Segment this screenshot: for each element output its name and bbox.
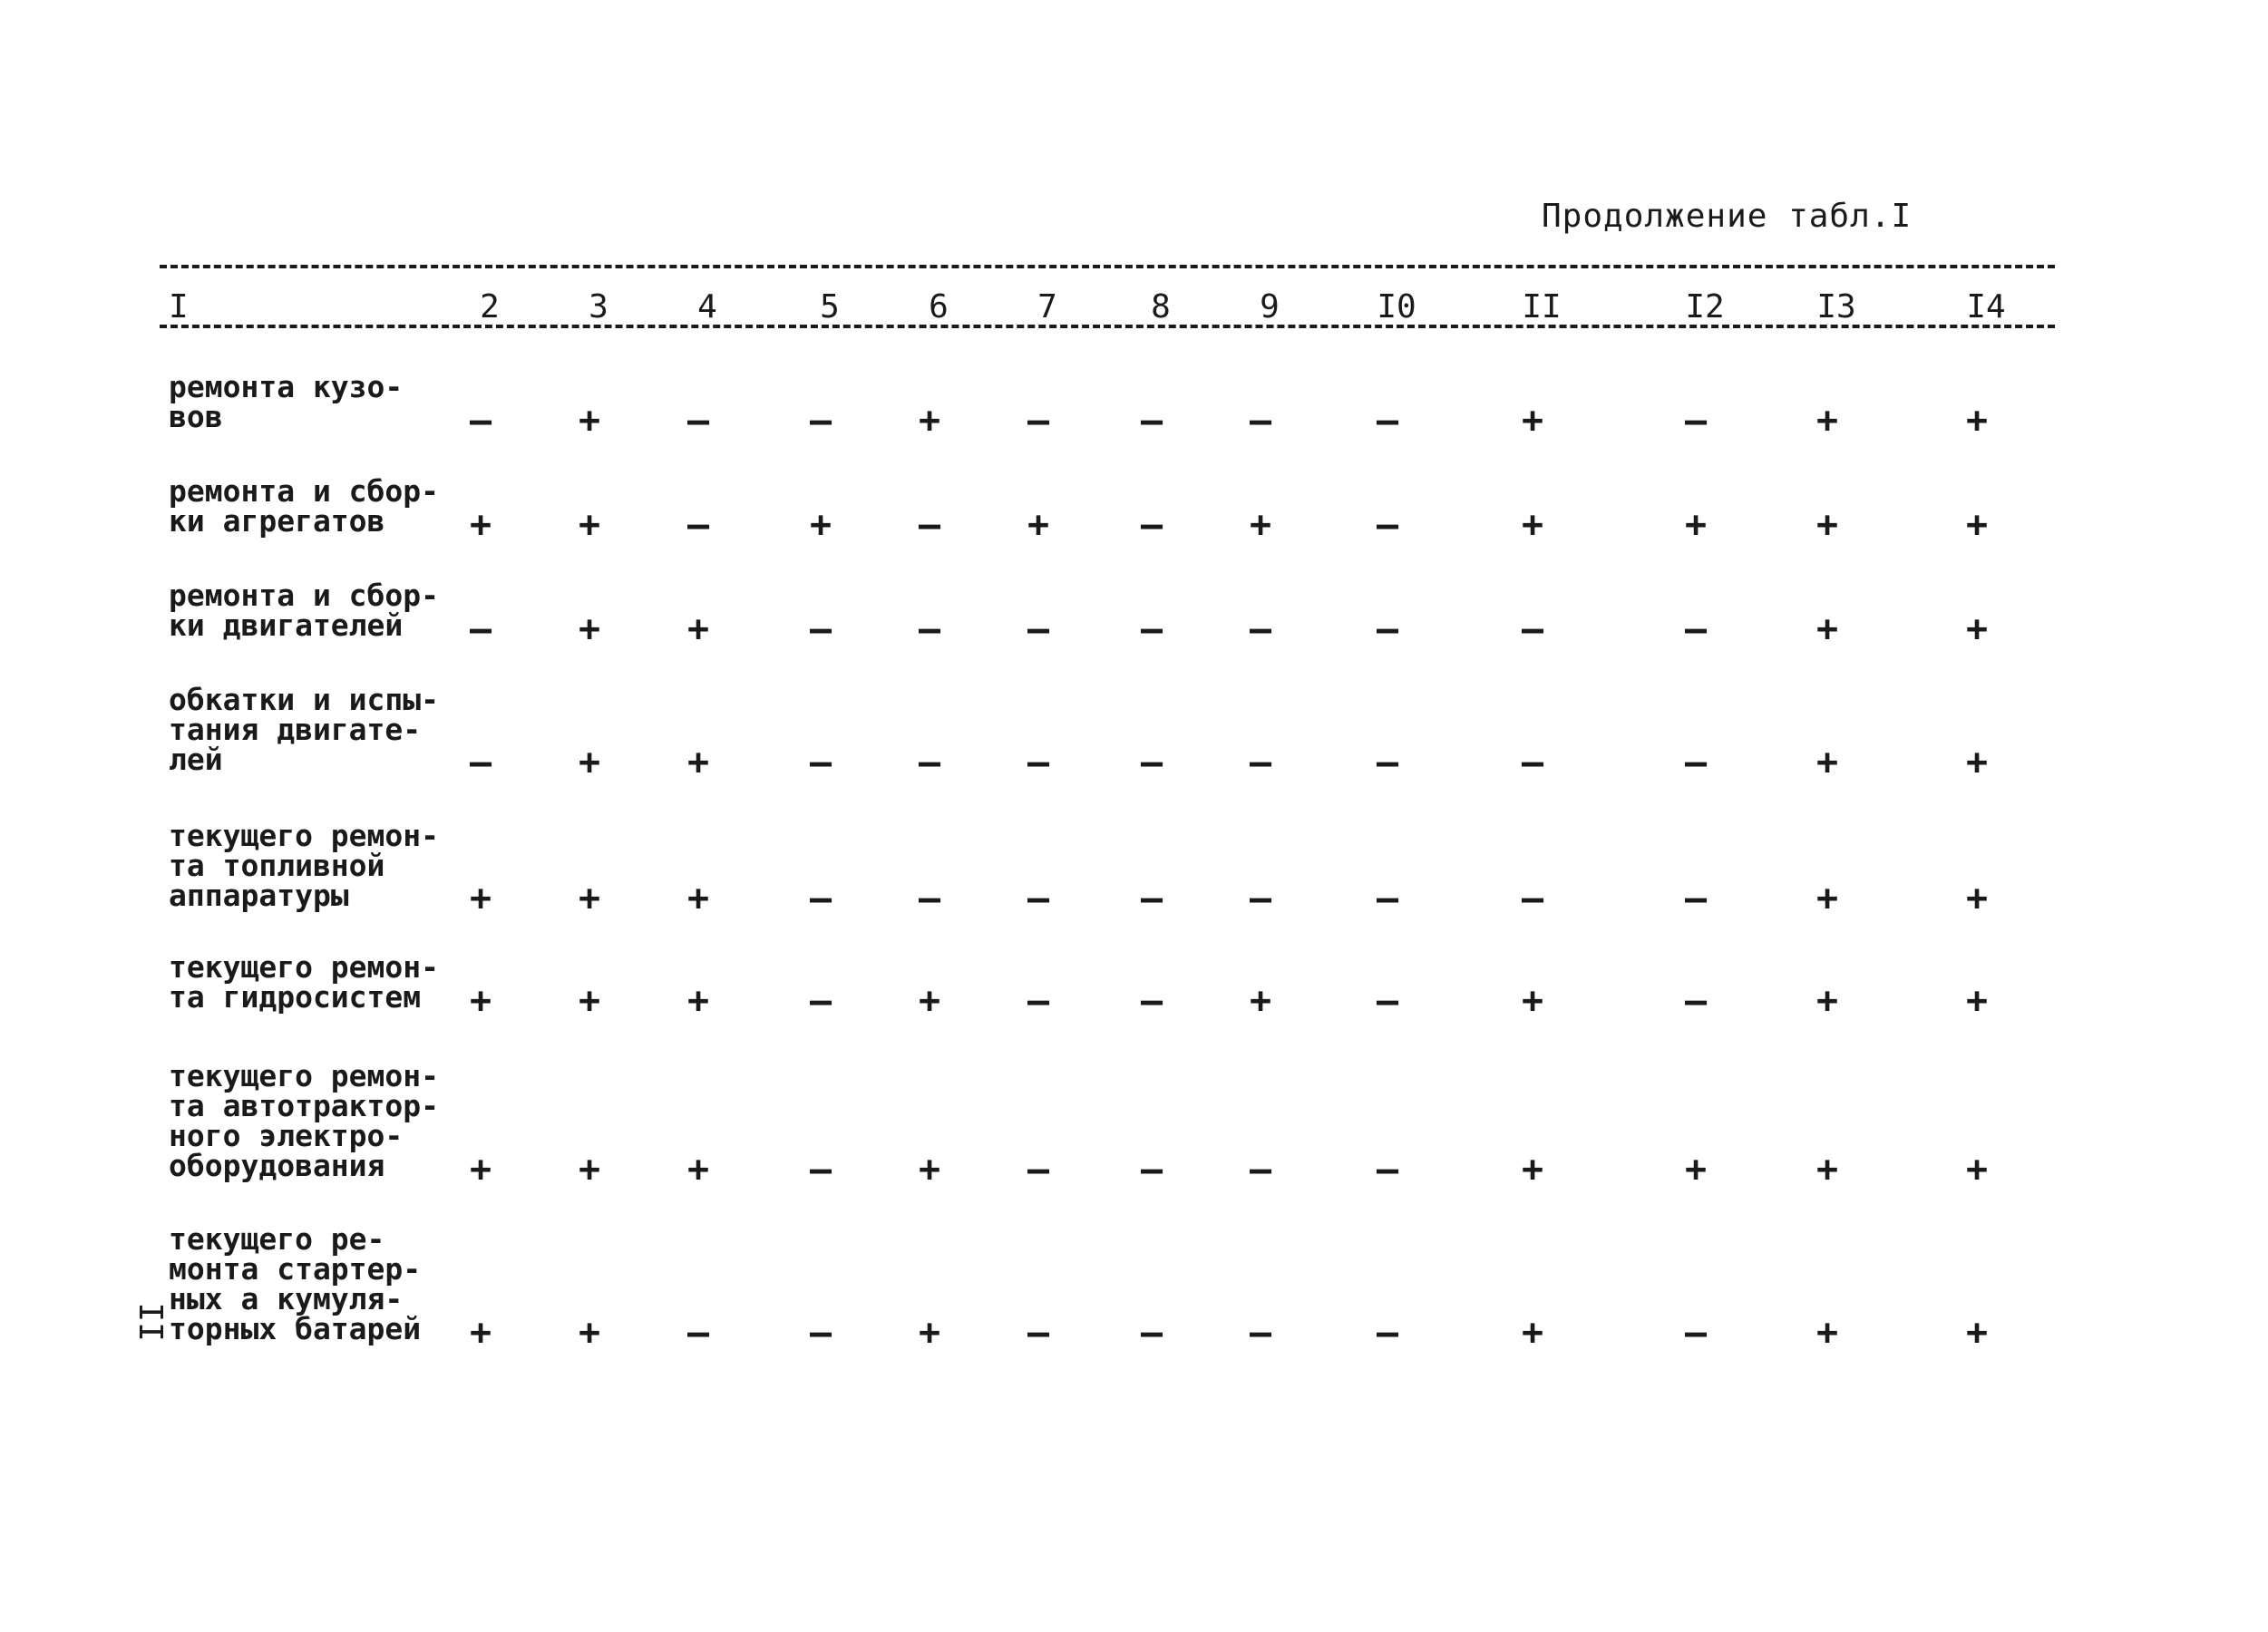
table-cell-mark: – (918, 608, 941, 650)
table-cell-mark: – (1140, 980, 1163, 1022)
table-cell-mark: + (686, 608, 710, 650)
column-header-8: 8 (1151, 288, 1171, 325)
column-header-9: 9 (1260, 288, 1280, 325)
table-cell-mark: + (469, 980, 492, 1022)
table-cell-mark: – (1027, 878, 1050, 919)
table-cell-mark: + (1965, 400, 1989, 442)
table-cell-mark: + (578, 878, 601, 919)
header-bottom-rule (160, 325, 2055, 328)
table-cell-mark: + (1684, 1149, 1708, 1190)
table-cell-mark: + (469, 1149, 492, 1190)
table-cell-mark: – (918, 504, 941, 546)
table-cell-mark: – (1249, 1312, 1272, 1354)
table-cell-mark: – (809, 980, 832, 1022)
column-header-1: I (169, 288, 189, 325)
column-header-13: I3 (1816, 288, 1856, 325)
table-cell-mark: – (809, 400, 832, 442)
column-header-5: 5 (820, 288, 840, 325)
column-header-10: I0 (1377, 288, 1416, 325)
table-cell-mark: – (1521, 742, 1544, 783)
table-cell-mark: – (469, 742, 492, 783)
table-cell-mark: + (1965, 608, 1989, 650)
table-cell-mark: + (1815, 400, 1839, 442)
table-cell-mark: – (1684, 608, 1708, 650)
table-cell-mark: – (1376, 400, 1399, 442)
table-cell-mark: – (686, 1312, 710, 1354)
table-cell-mark: + (578, 608, 601, 650)
row-label: текущего ре- монта стартер- ных а кумуля- торных батарей (169, 1221, 422, 1346)
table-caption: Продолжение табл.I (1542, 198, 1913, 235)
table-cell-mark: – (1376, 878, 1399, 919)
page-number: II (134, 1302, 171, 1342)
table-cell-mark: + (1521, 400, 1544, 442)
column-header-6: 6 (929, 288, 949, 325)
table-cell-mark: + (918, 1312, 941, 1354)
table-cell-mark: – (1376, 504, 1399, 546)
table-cell-mark: – (1249, 608, 1272, 650)
table-cell-mark: + (1521, 980, 1544, 1022)
table-cell-mark: + (809, 504, 832, 546)
table-cell-mark: + (1521, 1312, 1544, 1354)
column-header-14: I4 (1966, 288, 2006, 325)
table-cell-mark: + (578, 504, 601, 546)
table-cell-mark: – (469, 608, 492, 650)
table-cell-mark: – (1140, 400, 1163, 442)
table-cell-mark: – (686, 504, 710, 546)
table-cell-mark: – (809, 608, 832, 650)
table-cell-mark: – (809, 1312, 832, 1354)
row-label: ремонта и сбор- ки агрегатов (169, 473, 440, 539)
table-cell-mark: – (1684, 878, 1708, 919)
table-cell-mark: – (1376, 980, 1399, 1022)
table-cell-mark: – (1376, 608, 1399, 650)
table-cell-mark: + (686, 878, 710, 919)
table-cell-mark: + (1249, 980, 1272, 1022)
column-header-11: II (1522, 288, 1562, 325)
table-cell-mark: – (1249, 1149, 1272, 1190)
table-cell-mark: + (1815, 504, 1839, 546)
table-cell-mark: + (578, 1312, 601, 1354)
table-cell-mark: + (578, 400, 601, 442)
table-cell-mark: – (1376, 1149, 1399, 1190)
table-cell-mark: + (1027, 504, 1050, 546)
table-cell-mark: + (1815, 1312, 1839, 1354)
table-cell-mark: + (1521, 504, 1544, 546)
table-cell-mark: – (1027, 1149, 1050, 1190)
table-cell-mark: – (469, 400, 492, 442)
table-cell-mark: + (1684, 504, 1708, 546)
row-label: текущего ремон- та топливной аппаратуры (169, 818, 440, 913)
table-cell-mark: + (1965, 1312, 1989, 1354)
table-cell-mark: + (1815, 878, 1839, 919)
table-cell-mark: + (1249, 504, 1272, 546)
table-cell-mark: – (1027, 1312, 1050, 1354)
table-cell-mark: – (809, 742, 832, 783)
table-cell-mark: – (1140, 742, 1163, 783)
row-label: текущего ремон- та автотрактор- ного электро- оборудования (169, 1058, 440, 1183)
table-cell-mark: – (1140, 878, 1163, 919)
table-cell-mark: – (1027, 400, 1050, 442)
table-cell-mark: – (1140, 608, 1163, 650)
table-cell-mark: – (1521, 878, 1544, 919)
row-label: текущего ремон- та гидросистем (169, 949, 440, 1015)
table-cell-mark: + (469, 504, 492, 546)
table-cell-mark: – (1027, 980, 1050, 1022)
table-cell-mark: + (1965, 878, 1989, 919)
table-cell-mark: + (918, 400, 941, 442)
row-label: ремонта и сбор- ки двигателей (169, 578, 440, 643)
table-cell-mark: + (1815, 1149, 1839, 1190)
table-cell-mark: – (1684, 400, 1708, 442)
table-cell-mark: + (918, 1149, 941, 1190)
table-cell-mark: – (686, 400, 710, 442)
table-cell-mark: – (809, 1149, 832, 1190)
column-header-2: 2 (480, 288, 500, 325)
table-cell-mark: + (578, 742, 601, 783)
table-cell-mark: + (1815, 608, 1839, 650)
table-cell-mark: + (686, 1149, 710, 1190)
table-cell-mark: – (1249, 878, 1272, 919)
table-cell-mark: + (686, 742, 710, 783)
column-header-3: 3 (589, 288, 608, 325)
table-cell-mark: – (918, 742, 941, 783)
table-cell-mark: + (686, 980, 710, 1022)
table-cell-mark: – (1249, 742, 1272, 783)
table-cell-mark: – (1684, 980, 1708, 1022)
table-cell-mark: – (1249, 400, 1272, 442)
table-cell-mark: + (1965, 980, 1989, 1022)
table-cell-mark: + (1815, 742, 1839, 783)
table-cell-mark: – (1140, 504, 1163, 546)
table-cell-mark: + (1965, 1149, 1989, 1190)
table-cell-mark: + (1815, 980, 1839, 1022)
table-cell-mark: + (1965, 742, 1989, 783)
table-cell-mark: – (1140, 1312, 1163, 1354)
column-header-7: 7 (1037, 288, 1057, 325)
table-cell-mark: – (1027, 608, 1050, 650)
table-cell-mark: – (1140, 1149, 1163, 1190)
table-cell-mark: – (918, 878, 941, 919)
table-cell-mark: – (809, 878, 832, 919)
table-cell-mark: + (469, 1312, 492, 1354)
table-cell-mark: + (1965, 504, 1989, 546)
header-top-rule (160, 265, 2055, 268)
table-cell-mark: – (1521, 608, 1544, 650)
table-cell-mark: – (1027, 742, 1050, 783)
table-cell-mark: – (1684, 1312, 1708, 1354)
row-label: ремонта кузо- вов (169, 369, 404, 434)
column-header-12: I2 (1685, 288, 1725, 325)
table-cell-mark: + (1521, 1149, 1544, 1190)
row-label: обкатки и испы- тания двигате- лей (169, 682, 440, 777)
table-cell-mark: + (578, 980, 601, 1022)
table-cell-mark: – (1376, 742, 1399, 783)
table-cell-mark: + (578, 1149, 601, 1190)
table-cell-mark: + (918, 980, 941, 1022)
table-cell-mark: – (1684, 742, 1708, 783)
table-cell-mark: + (469, 878, 492, 919)
table-cell-mark: – (1376, 1312, 1399, 1354)
column-header-4: 4 (697, 288, 717, 325)
